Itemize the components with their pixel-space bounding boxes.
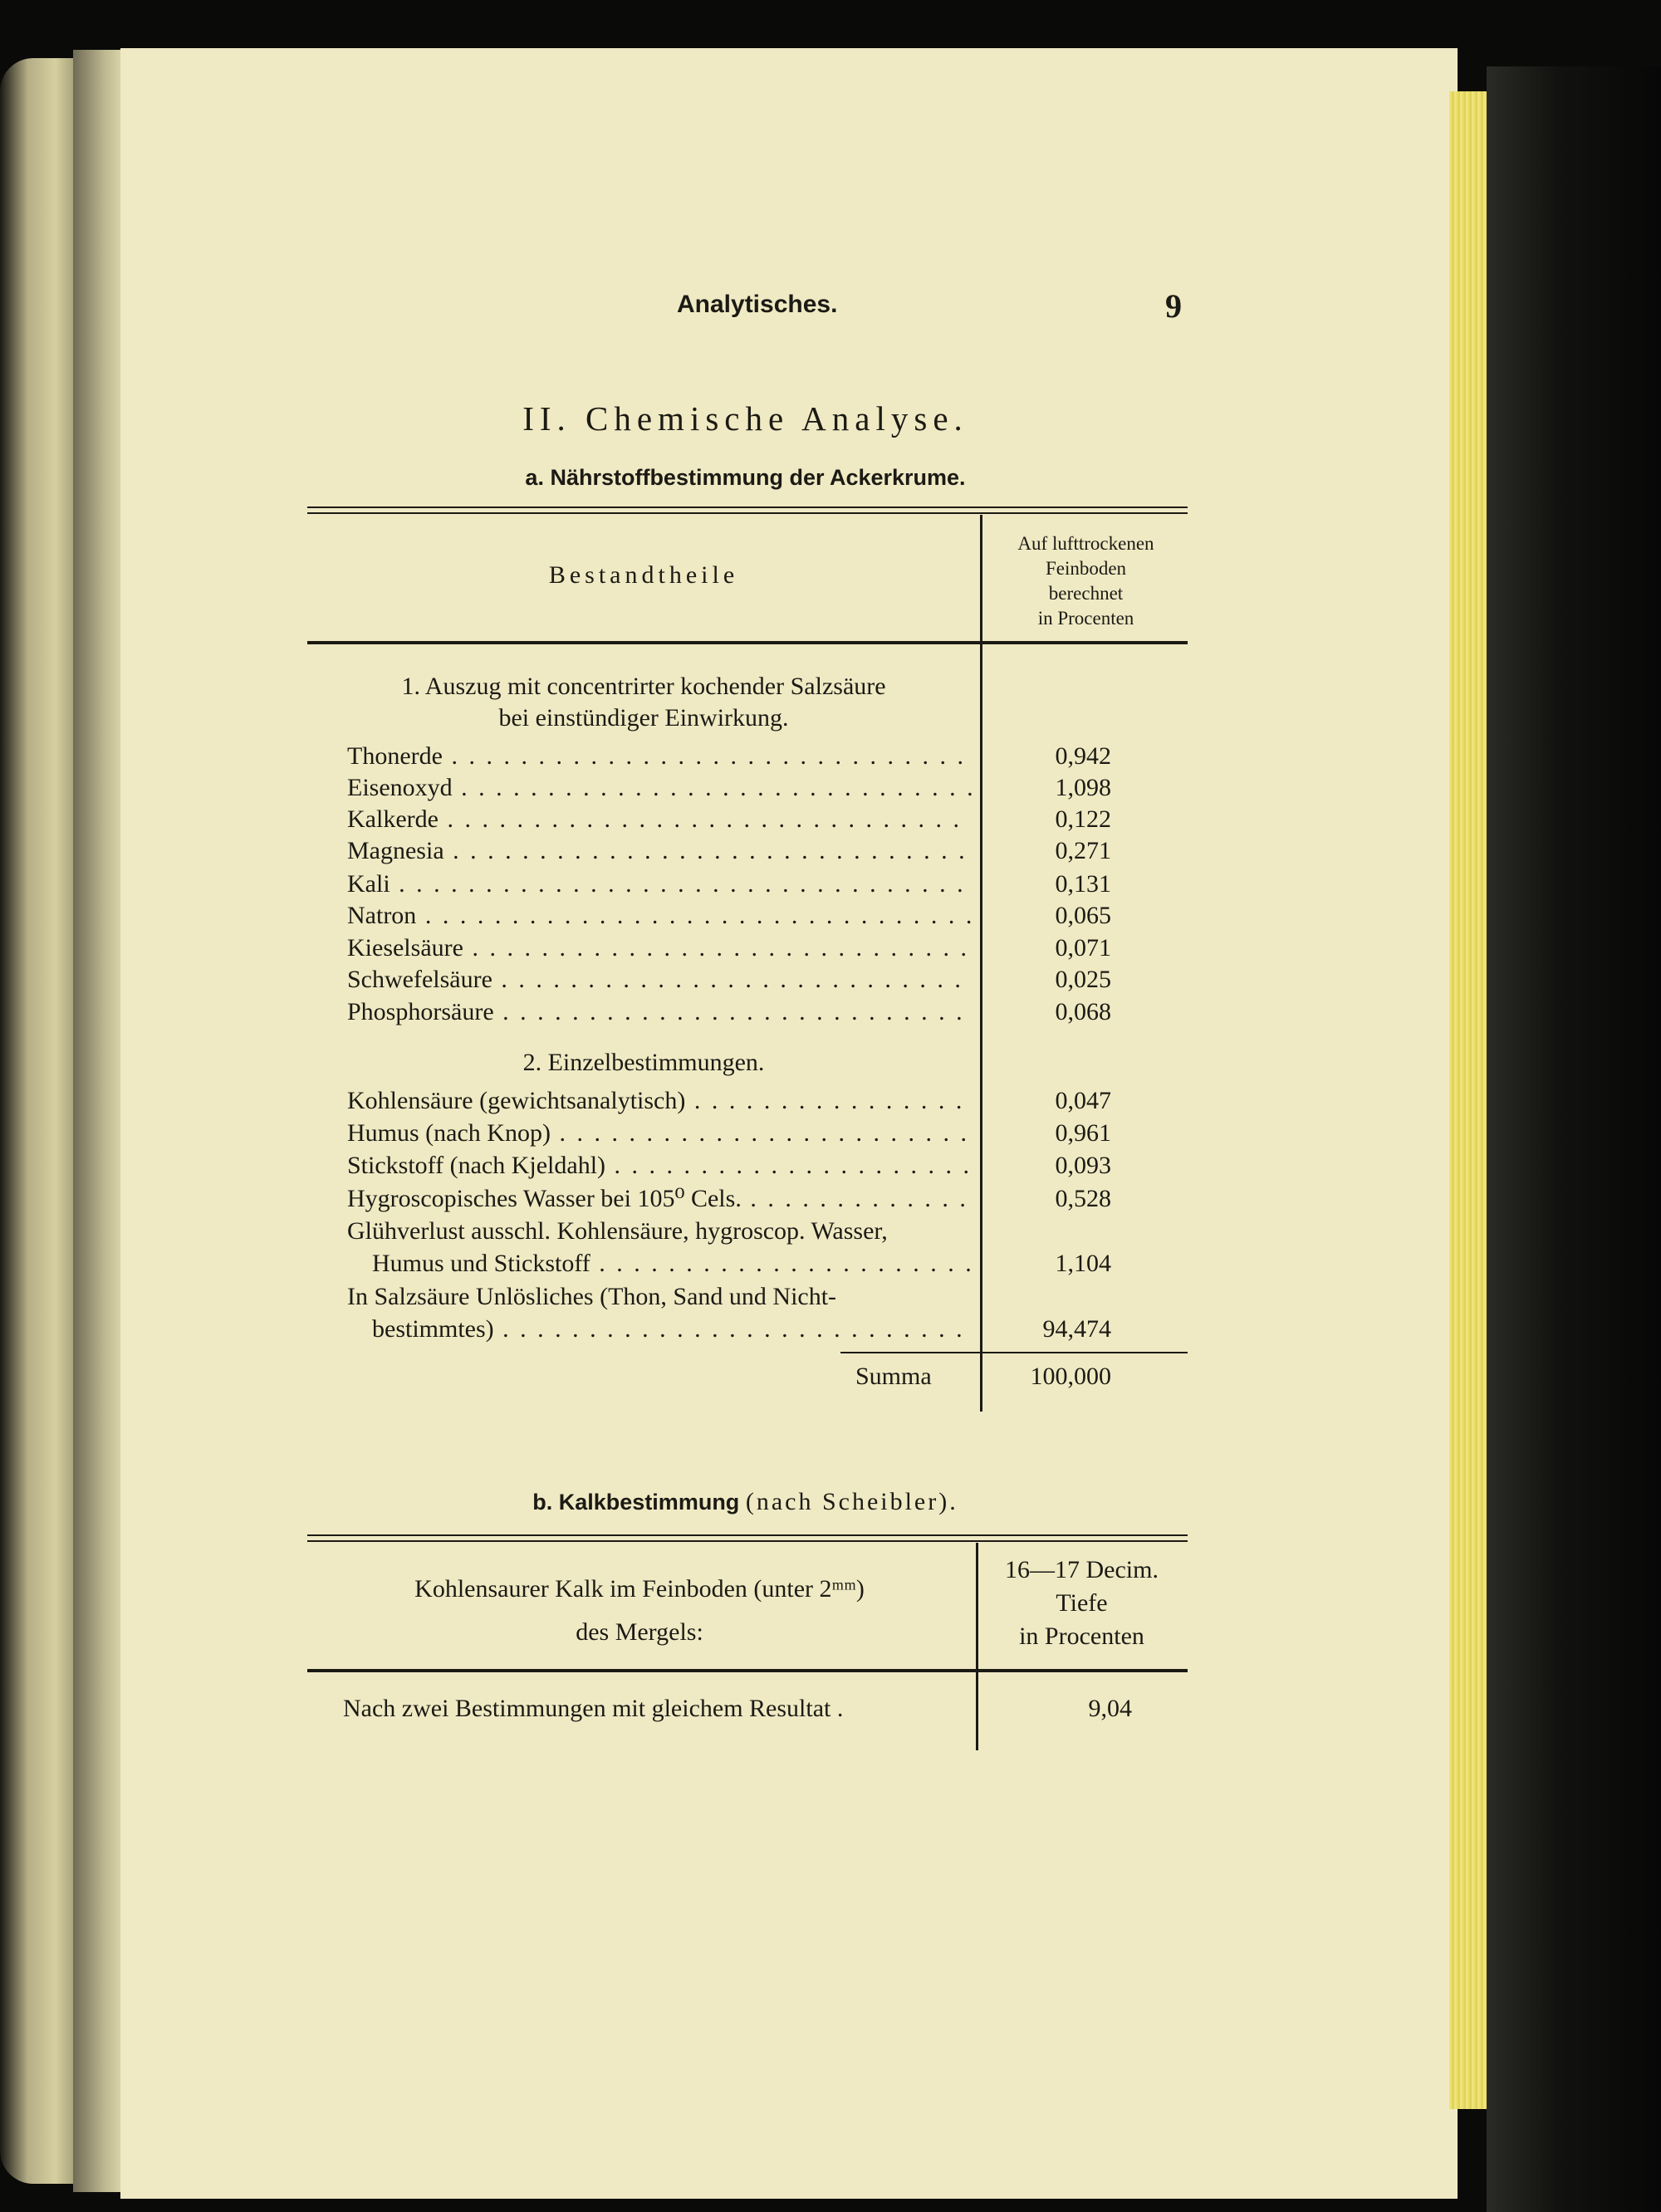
table-b-right-header-line: in Procenten	[1019, 1622, 1144, 1650]
table-a-header-rule	[307, 641, 1188, 644]
table-row	[347, 900, 1178, 932]
row-value: 0,122	[1055, 805, 1111, 833]
page-stack-edge	[1449, 91, 1491, 2109]
group1-title	[316, 671, 972, 734]
row-value: 94,474	[1042, 1315, 1111, 1343]
row-value: 0,071	[1055, 934, 1111, 962]
col-header-line: Auf lufttrockenen	[1017, 533, 1154, 554]
col-header-line: in Procenten	[1037, 608, 1134, 629]
table-b-right-header	[980, 1554, 1183, 1653]
table-row	[347, 741, 1178, 772]
table-row-gluehverlust-line1	[347, 1216, 1178, 1247]
table-b-title-bold: b. Kalkbestimmung	[532, 1490, 740, 1515]
row-label: Phosphorsäure . . .	[347, 996, 972, 1028]
col-header-line: berechnet	[1048, 583, 1124, 604]
table-b-title-rest: (nach Scheibler).	[745, 1488, 958, 1515]
table-a-top-rule	[307, 507, 1188, 508]
table-a-top-rule-2	[307, 512, 1188, 514]
table-b-header-rule	[307, 1669, 1188, 1672]
row-label: Natron . . .	[347, 900, 972, 932]
running-head: Analytisches.	[677, 291, 838, 318]
row-label: Stickstoff (nach Kjeldahl) . . .	[347, 1150, 972, 1182]
table-row-unloesliches-line1	[347, 1281, 1178, 1313]
book-cover	[1487, 66, 1661, 2212]
row-label: Eisenoxyd . . .	[347, 772, 972, 804]
table-row	[347, 1085, 1178, 1117]
row-label: Kieselsäure . . .	[347, 932, 972, 964]
table-b-column-divider	[976, 1543, 978, 1750]
table-row	[347, 1150, 1178, 1182]
group1-title-line: bei einstündiger Einwirkung.	[498, 704, 789, 732]
row-label: Nach zwei Bestimmungen mit gleichem Resultat .	[343, 1695, 844, 1722]
table-row	[347, 996, 1178, 1028]
row-label: bestimmtes) . . .	[372, 1314, 972, 1345]
col-header-bestandtheile: Bestandtheile	[548, 561, 739, 589]
table-b-left-header-line: Kohlensaurer Kalk im Feinboden (unter 2ᵐᵐ)	[414, 1575, 865, 1603]
row-label: Hygroscopisches Wasser bei 105⁰ Cels. . . .	[347, 1183, 972, 1215]
row-label: Magnesia . . .	[347, 835, 972, 867]
row-value: 9,04	[1088, 1695, 1132, 1722]
group2-title: 2. Einzelbestimmungen.	[522, 1049, 765, 1076]
col-header-line: Feinboden	[1045, 558, 1127, 579]
summa-label: Summa	[855, 1363, 932, 1390]
row-value: 0,025	[1055, 966, 1111, 993]
row-label: Humus und Stickstoff . . .	[372, 1248, 972, 1280]
row-label: In Salzsäure Unlösliches (Thon, Sand und Nicht-	[347, 1283, 837, 1310]
table-row	[347, 772, 1178, 804]
section-title: II. Chemische Analyse.	[522, 399, 968, 438]
row-label: Kohlensäure (gewichtsanalytisch) . . .	[347, 1085, 972, 1117]
summa-rule	[840, 1352, 1188, 1353]
row-value: 0,047	[1055, 1087, 1111, 1114]
table-b-title	[307, 1488, 1183, 1516]
row-value: 0,131	[1055, 870, 1111, 898]
table-b-right-header-line: 16—17 Decim.	[1005, 1556, 1159, 1583]
row-value: 1,098	[1055, 774, 1111, 801]
table-row	[347, 835, 1178, 867]
table-a-title: a. Nährstoffbestimmung der Ackerkrume.	[525, 465, 966, 490]
row-value: 1,104	[1055, 1250, 1111, 1277]
row-label: Schwefelsäure . . .	[347, 964, 972, 996]
page-number: 9	[1165, 287, 1182, 325]
table-row	[347, 1183, 1178, 1215]
row-label: Kalkerde . . .	[347, 804, 972, 835]
table-b-top-rule	[307, 1534, 1188, 1536]
table-b-left-header-line: des Mergels:	[576, 1618, 703, 1646]
row-label: Thonerde . . .	[347, 741, 972, 772]
col-header-procent	[984, 531, 1188, 631]
table-row-unloesliches	[347, 1314, 1178, 1345]
table-row-gluehverlust	[347, 1248, 1178, 1280]
row-label: Humus (nach Knop) . . .	[347, 1118, 972, 1149]
summa-value: 100,000	[1030, 1363, 1111, 1390]
table-row	[347, 964, 1178, 996]
table-row	[347, 1118, 1178, 1149]
table-b-top-rule-2	[307, 1540, 1188, 1542]
row-value: 0,068	[1055, 998, 1111, 1025]
table-row	[347, 804, 1178, 835]
table-b-left-header	[324, 1568, 955, 1654]
table-row	[347, 869, 1178, 900]
row-value: 0,065	[1055, 902, 1111, 929]
group1-title-line: 1. Auszug mit concentrirter kochender Salzsäure	[401, 673, 886, 700]
row-value: 0,271	[1055, 837, 1111, 864]
table-row	[347, 932, 1178, 964]
table-b-right-header-line: Tiefe	[1056, 1589, 1108, 1617]
row-value: 0,528	[1055, 1185, 1111, 1212]
row-label: Kali . . .	[347, 869, 972, 900]
left-page-edge	[0, 58, 79, 2184]
row-label: Glühverlust ausschl. Kohlensäure, hygroscop. Wasser,	[347, 1217, 888, 1245]
row-value: 0,942	[1055, 742, 1111, 770]
row-value: 0,961	[1055, 1119, 1111, 1147]
row-value: 0,093	[1055, 1152, 1111, 1179]
